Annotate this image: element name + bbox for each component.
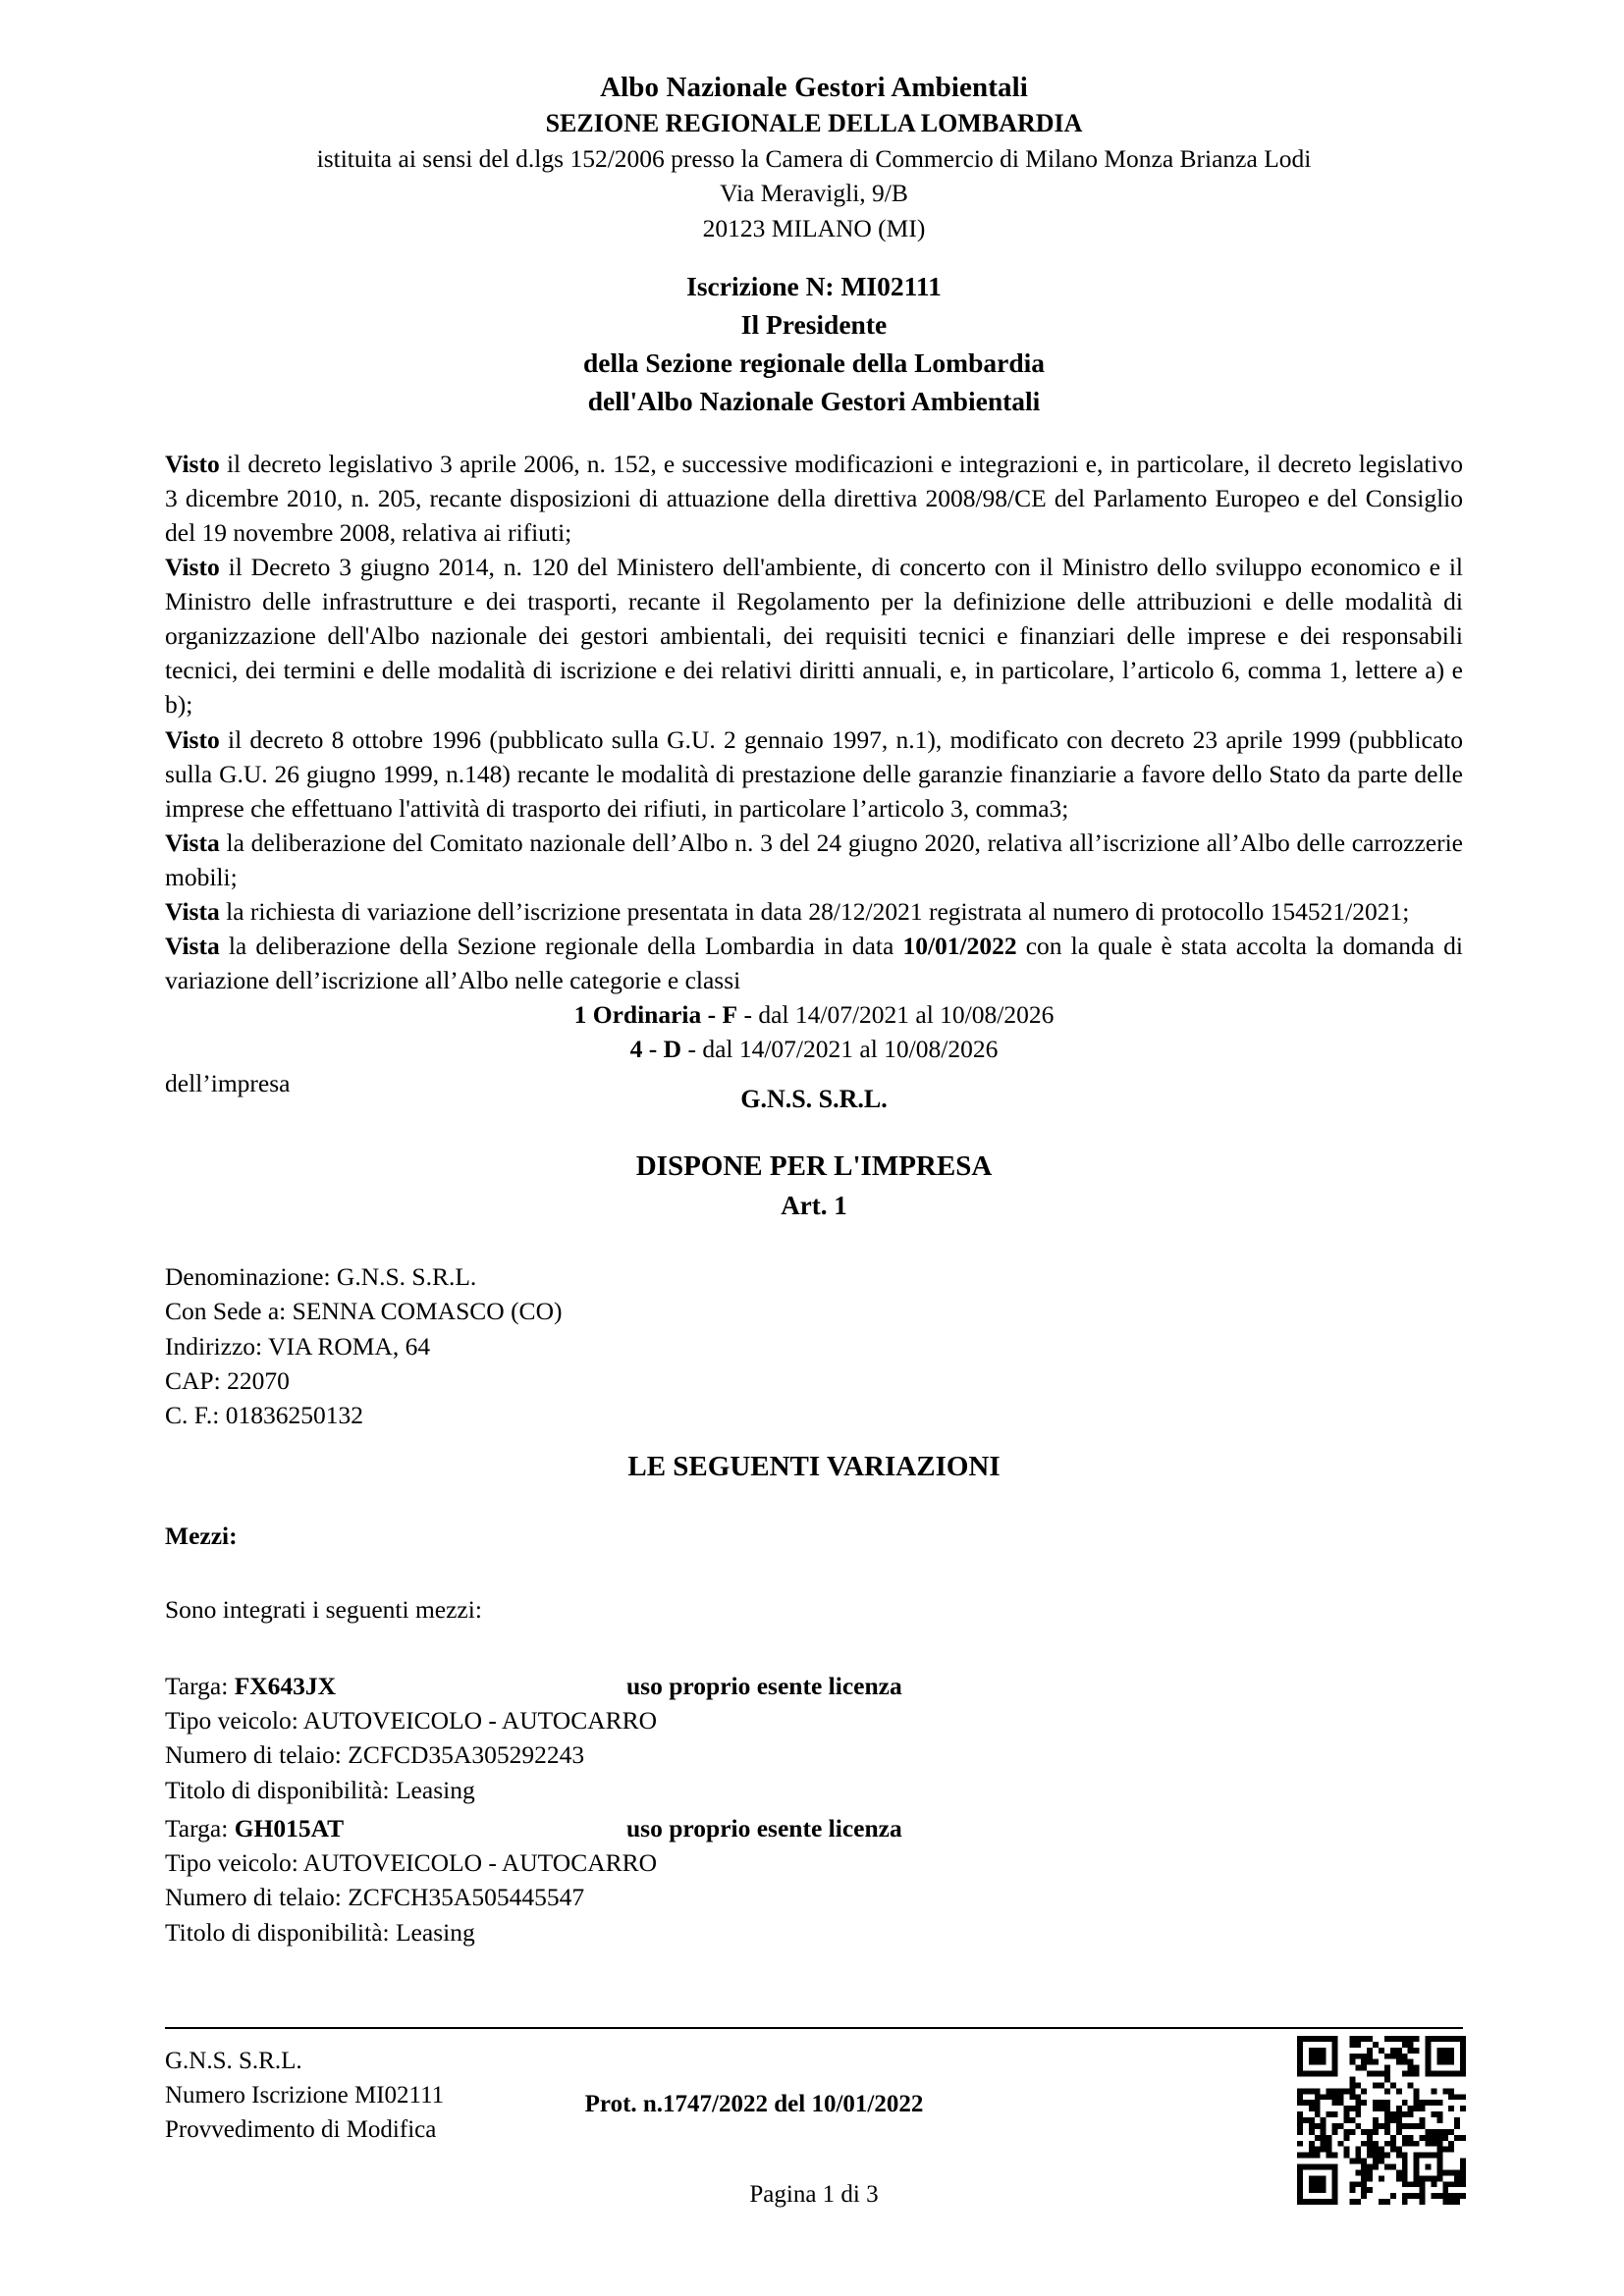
premise-text-6b: con la quale è stata accolta la domanda di variazione dell’iscrizione all’Albo nelle categorie e classi [165,931,1463,994]
vehicle-usage-note: uso proprio esente licenza [626,1814,902,1842]
vehicle-plate-label: Targa: [165,1672,235,1700]
organization-city: 20123 MILANO (MI) [702,214,926,242]
premise-paragraph-2 [165,550,1463,721]
category-label-0: 1 Ordinaria - F [573,1000,738,1029]
vehicle-usage-note: uso proprio esente licenza [626,1672,902,1700]
category-label-1: 4 - D [629,1035,682,1064]
registration-number: Iscrizione N: MI02111 [686,271,942,301]
premise-lead-1: Visto [165,450,220,478]
premise-paragraph-6 [165,929,1463,997]
vehicle-type: Tipo veicolo: AUTOVEICOLO - AUTOCARRO [165,1706,658,1735]
deliberation-date: 10/01/2022 [902,931,1017,960]
albo-line: dell'Albo Nazionale Gestori Ambientali [587,386,1041,417]
footer-provvedimento: Provvedimento di Modifica [165,2116,437,2143]
vehicle-plate-row [165,1811,1245,1845]
vehicle-entry [165,1811,1245,1949]
premise-paragraph-4 [165,826,1463,894]
company-denomination: Denominazione: G.N.S. S.R.L. [165,1262,477,1291]
variations-heading: LE SEGUENTI VARIAZIONI [627,1451,1001,1482]
premise-lead-5: Vista [165,896,220,926]
premise-lead-6: Vista [165,931,220,960]
vehicles-section-heading: Mezzi: [165,1522,238,1550]
qr-code-icon [1297,2036,1466,2205]
company-seat: Con Sede a: SENNA COMASCO (CO) [165,1297,563,1326]
dispone-block [165,1147,1463,1225]
premise-lead-2: Visto [165,553,220,582]
company-address: Indirizzo: VIA ROMA, 64 [165,1331,431,1361]
premise-text-5: la richiesta di variazione dell’iscrizione presentata in data 28/12/2021 registrata al numero di protocollo 154521/2021; [219,896,1410,926]
vehicle-type: Tipo veicolo: AUTOVEICOLO - AUTOCARRO [165,1848,658,1877]
impresa-label: dell’impresa [165,1069,291,1098]
vehicles-intro-text: Sono integrati i seguenti mezzi: [165,1595,482,1624]
article-heading: Art. 1 [781,1191,847,1221]
premise-text-2: il Decreto 3 giugno 2014, n. 120 del Ministero dell'ambiente, di concerto con il Ministro dello sviluppo economico e il Ministro delle infrastrutture e dei trasporti, recante il Regolamento per la definizione delle attribuzioni e delle modalità di organizzazione dell'Albo nazionale dei gestori ambientali, dei requisiti tecnici e finanziari delle imprese e dei responsabili tecnici, dei termini e delle modalità di iscrizione e dei relativi diritti annuali, e, in particolare, l’articolo 6, comma 1, lettere a) e b); [165,553,1463,720]
organization-establishment-line: istituita ai sensi del d.lgs 152/2006 presso la Camera di Commercio di Milano Monza Brianza Lodi [316,143,1312,173]
vehicle-plate-value: GH015AT [234,1814,345,1842]
premise-paragraph-3 [165,722,1463,826]
vehicle-chassis-number: Numero di telaio: ZCFCH35A505445547 [165,1883,585,1912]
premises-body [165,447,1463,1100]
company-postal-code: CAP: 22070 [165,1365,290,1395]
footer-company-name: G.N.S. S.R.L. [165,2048,302,2074]
premise-text-1: il decreto legislativo 3 aprile 2006, n. 152, e successive modificazioni e integrazioni e, in particolare, il decreto legislativo 3 dicembre 2010, n. 205, recante disposizioni di attuazione della direttiva 2008/98/CE del Parlamento Europeo e del Consiglio del 19 novembre 2008, relativa ai rifiuti; [165,450,1463,548]
vehicle-plate-row [165,1669,1245,1703]
dispone-heading: DISPONE PER L'IMPRESA [635,1150,993,1182]
vehicle-chassis-number: Numero di telaio: ZCFCD35A305292243 [165,1740,585,1770]
category-line-0 [165,997,1463,1032]
president-role: Il Presidente [740,309,888,341]
organization-title: Albo Nazionale Gestori Ambientali [600,72,1028,103]
vehicle-availability-title: Titolo di disponibilità: Leasing [165,1917,475,1947]
vehicle-entry [165,1669,1245,1807]
footer-protocol: Prot. n.1747/2022 del 10/01/2022 [584,2091,924,2117]
premise-paragraph-5 [165,894,1463,929]
document-header [165,69,1463,246]
regional-section-line: della Sezione regionale della Lombardia [582,347,1046,379]
vehicle-plate-value: FX643JX [234,1672,337,1700]
company-details [165,1259,1049,1433]
footer-registration-number: Numero Iscrizione MI02111 [165,2082,445,2109]
company-fiscal-code: C. F.: 01836250132 [165,1401,363,1430]
vehicle-availability-title: Titolo di disponibilità: Leasing [165,1775,475,1804]
category-line-1 [165,1032,1463,1066]
premise-paragraph-1 [165,447,1463,550]
premise-lead-4: Vista [165,828,220,857]
premise-text-4: la deliberazione del Comitato nazionale dell’Albo n. 3 del 24 giugno 2020, relativa all’iscrizione all’Albo delle carrozzerie mobili; [165,828,1463,891]
vehicle-plate-label: Targa: [165,1814,235,1842]
premise-text-6a: la deliberazione della Sezione regionale della Lombardia in data [219,931,903,960]
organization-address: Via Meravigli, 9/B [720,179,908,208]
category-period-0: - dal 14/07/2021 al 10/08/2026 [737,1000,1055,1029]
registration-title-block [165,267,1463,420]
premise-lead-3: Visto [165,724,220,754]
premise-text-3: il decreto 8 ottobre 1996 (pubblicato sulla G.U. 2 gennaio 1997, n.1), modificato con decreto 23 aprile 1999 (pubblicato sulla G.U. 26 giugno 1999, n.148) recante le modalità di prestazione delle garanzie finanziarie a favore dello Stato da parte delle imprese che effettuano l'attività di trasporto dei rifiuti, in particolare l’articolo 3, comma3; [165,724,1463,823]
footer-divider [165,2027,1463,2029]
page-number: Pagina 1 di 3 [749,2181,879,2208]
category-period-1: - dal 14/07/2021 al 10/08/2026 [681,1035,999,1064]
organization-section: SEZIONE REGIONALE DELLA LOMBARDIA [545,109,1083,138]
company-name-centered: G.N.S. S.R.L. [740,1085,888,1113]
